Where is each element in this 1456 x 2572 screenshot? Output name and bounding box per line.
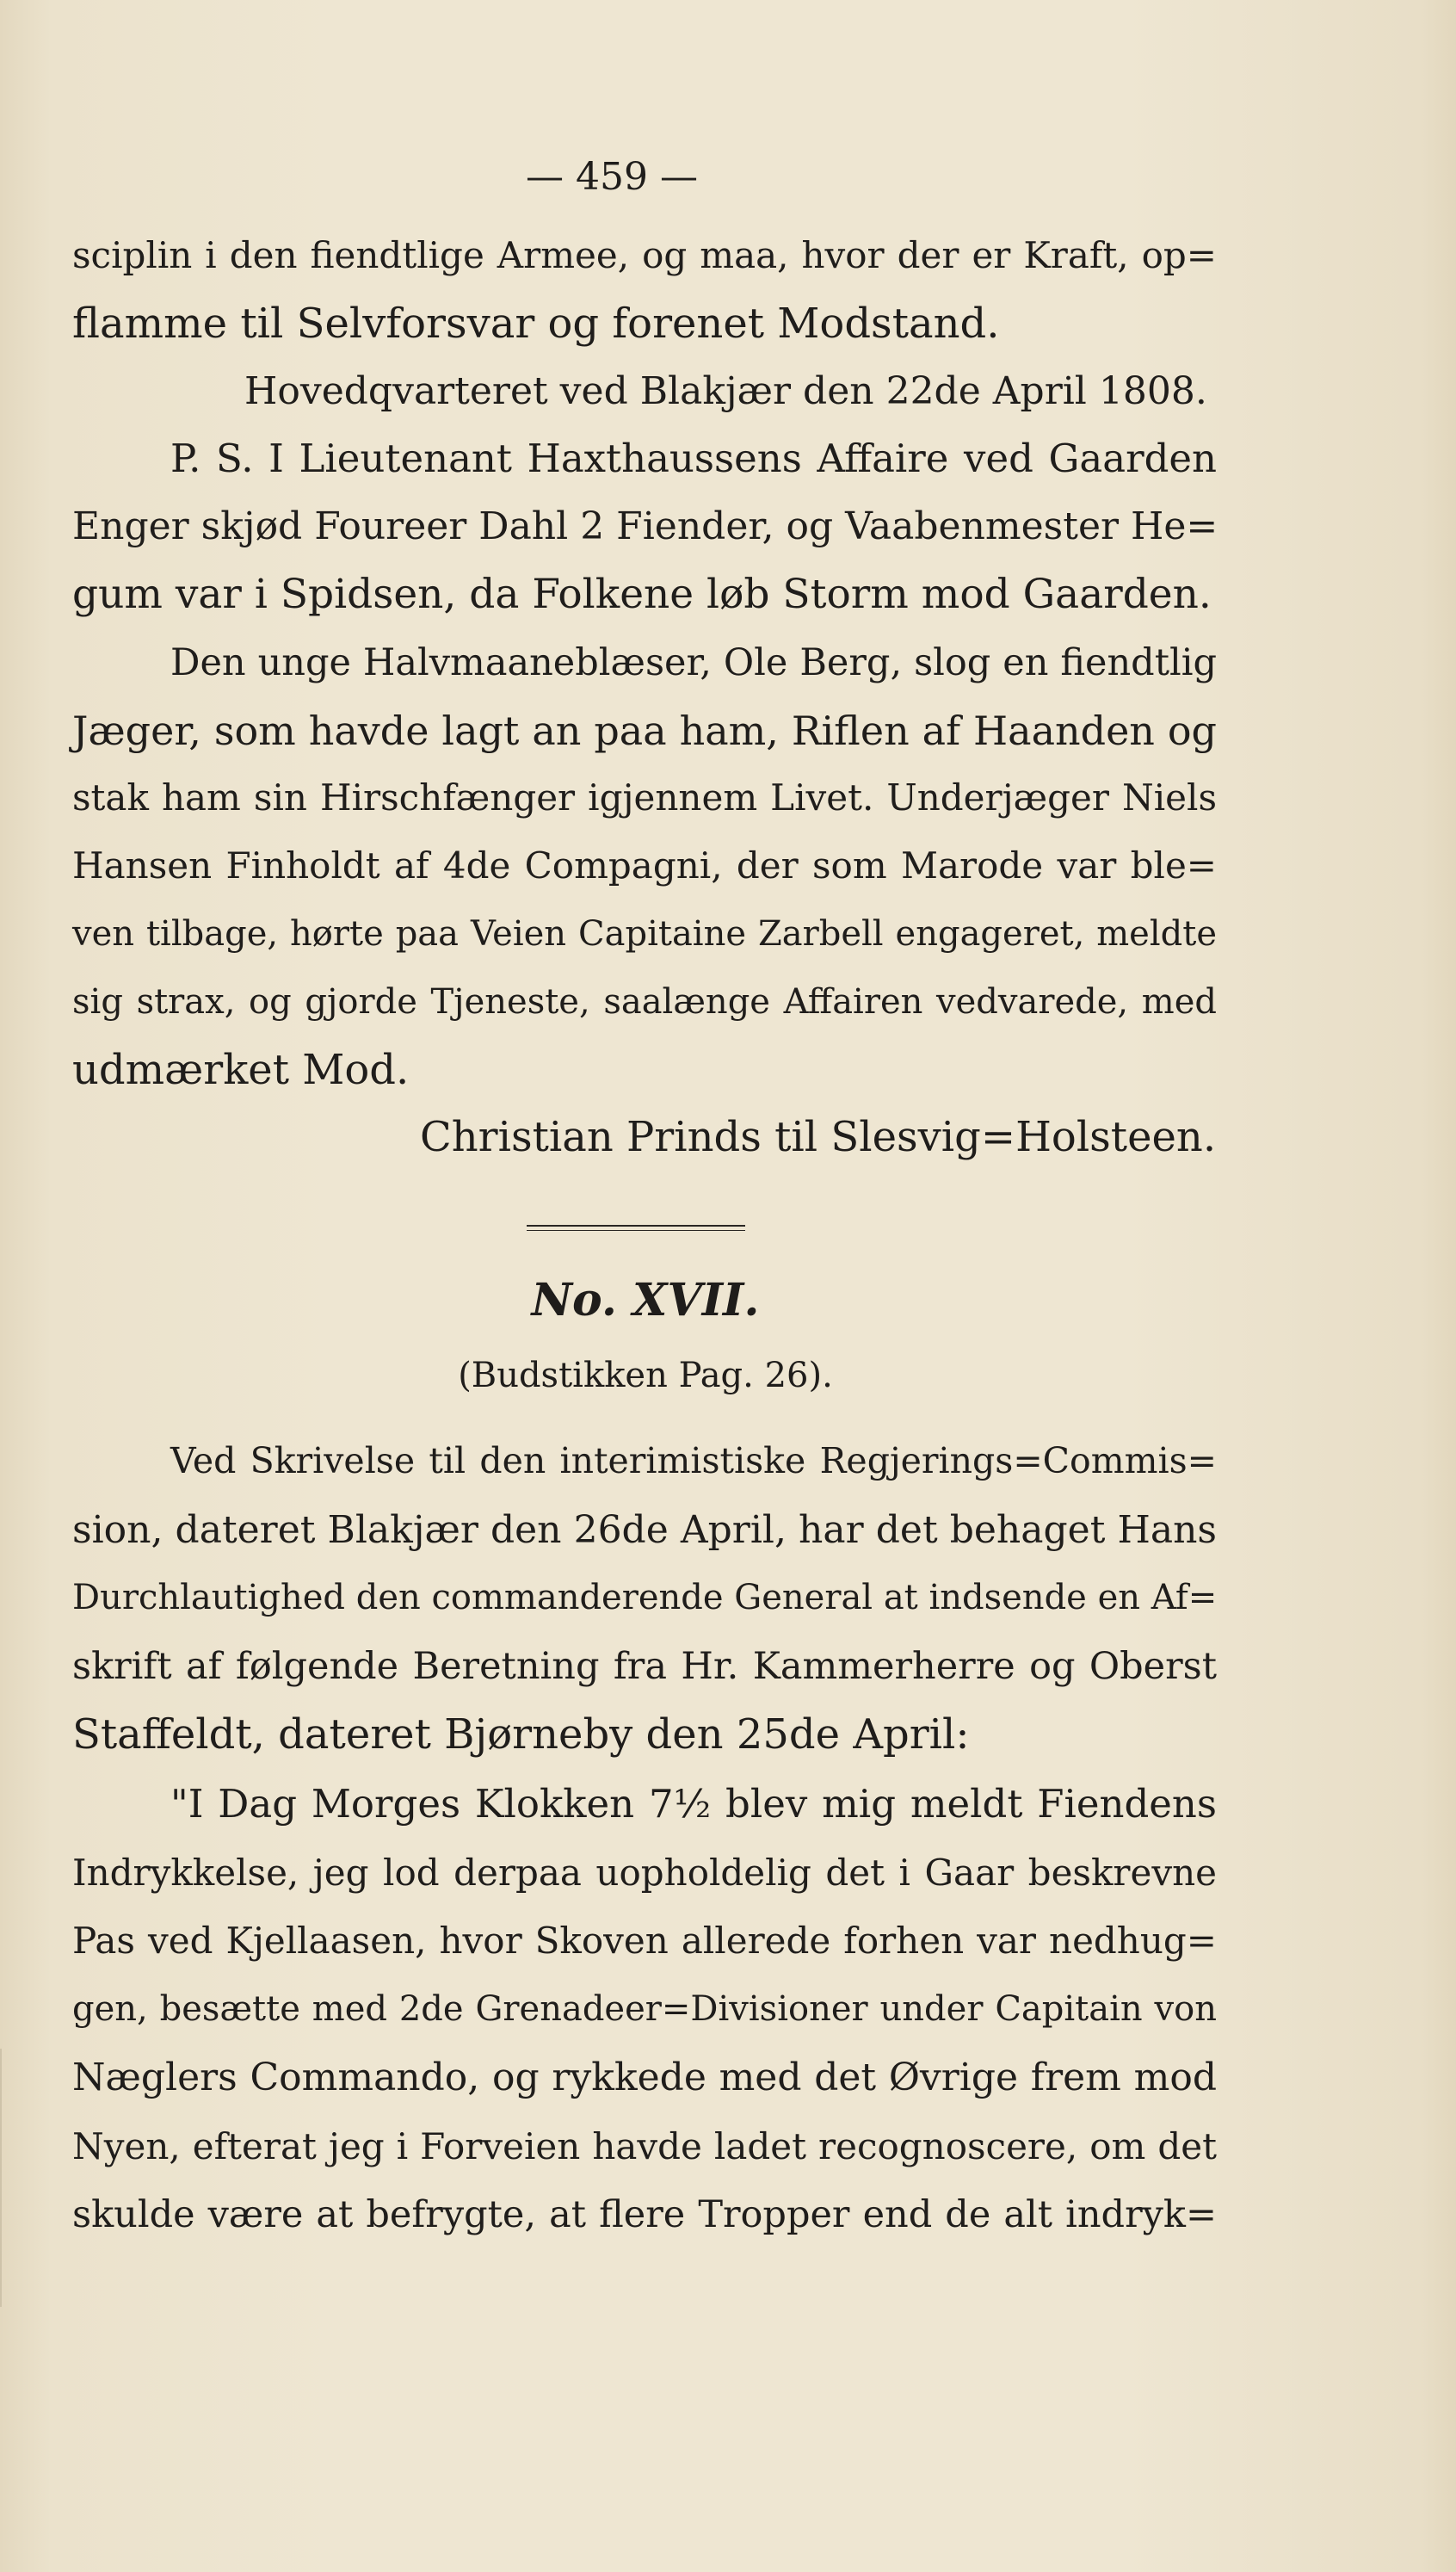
text-line: flamme til Selvforsvar og forenet Modstand. [72, 299, 1000, 348]
text-line: skrift af følgende Beretning fra Hr. Kammerherre og Oberst [72, 1644, 1217, 1688]
section-subheading: (Budstikken Pag. 26). [458, 1356, 833, 1395]
text-line: "I Dag Morges Klokken 7½ blev mig meldt Fiendens [170, 1780, 1217, 1827]
text-line: sciplin i den fiendtlige Armee, og maa, hvor der er Kraft, op= [72, 234, 1217, 276]
text-line: Enger skjød Foureer Dahl 2 Fiender, og Vaabenmester He= [72, 504, 1218, 549]
text-line: Ved Skrivelse til den interimistiske Regjerings=Commis= [170, 1440, 1217, 1481]
text-line: Staffeldt, dateret Bjørneby den 25de April: [72, 1710, 970, 1759]
text-block-top [72, 222, 1217, 1172]
text-line: Nyen, efterat jeg i Forveien havde ladet recognoscere, om det [72, 2124, 1217, 2167]
page-number: — 459 — [526, 155, 698, 199]
text-line: sig strax, og gjorde Tjeneste, saalænge Affairen vedvarede, med [72, 981, 1217, 1022]
text-line: Den unge Halvmaaneblæser, Ole Berg, slog en fiendtlig [170, 640, 1217, 684]
text-block-bottom [72, 1427, 1217, 2249]
text-line: gum var i Spidsen, da Folkene løb Storm mod Gaarden. [72, 570, 1212, 618]
text-line: Jæger, som havde lagt an paa ham, Riflen af Haanden og [72, 707, 1217, 754]
divider-rule [527, 1230, 745, 1231]
divider-rule [527, 1225, 745, 1227]
text-line: P. S. I Lieutenant Haxthaussens Affaire ved Gaarden [170, 436, 1217, 482]
text-line: Hansen Finholdt af 4de Compagni, der som Marode var ble= [72, 844, 1217, 887]
text-line: sion, dateret Blakjær den 26de April, har det behaget Hans [72, 1507, 1217, 1552]
page-edge-mark [0, 2049, 14, 2307]
section-divider [527, 1225, 745, 1234]
text-line: Pas ved Kjellaasen, hvor Skoven allerede forhen var nedhug= [72, 1920, 1217, 1963]
text-line: stak ham sin Hirschfænger igjennem Livet. Underjæger Niels [72, 776, 1217, 819]
text-line: Næglers Commando, og rykkede med det Øvrige frem mod [72, 2056, 1217, 2100]
section-heading: No. XVII. [531, 1274, 760, 1326]
text-line: gen, besætte med 2de Grenadeer=Divisioner under Capitain von [72, 1988, 1217, 2029]
text-line: ven tilbage, hørte paa Veien Capitaine Zarbell engageret, meldte [72, 913, 1217, 954]
text-line: Durchlautighed den commanderende General at indsende en Af= [72, 1578, 1218, 1618]
text-line: udmærket Mod. [72, 1045, 410, 1094]
text-line: Indrykkelse, jeg lod derpaa uopholdelig det i Gaar beskrevne [72, 1851, 1217, 1894]
text-line: skulde være at befrygte, at flere Tropper end de alt indryk= [72, 2192, 1217, 2236]
dateline: Hovedqvarteret ved Blakjær den 22de April 1808. [244, 368, 1207, 413]
signature-line: Christian Prinds til Slesvig=Holsteen. [420, 1113, 1217, 1162]
